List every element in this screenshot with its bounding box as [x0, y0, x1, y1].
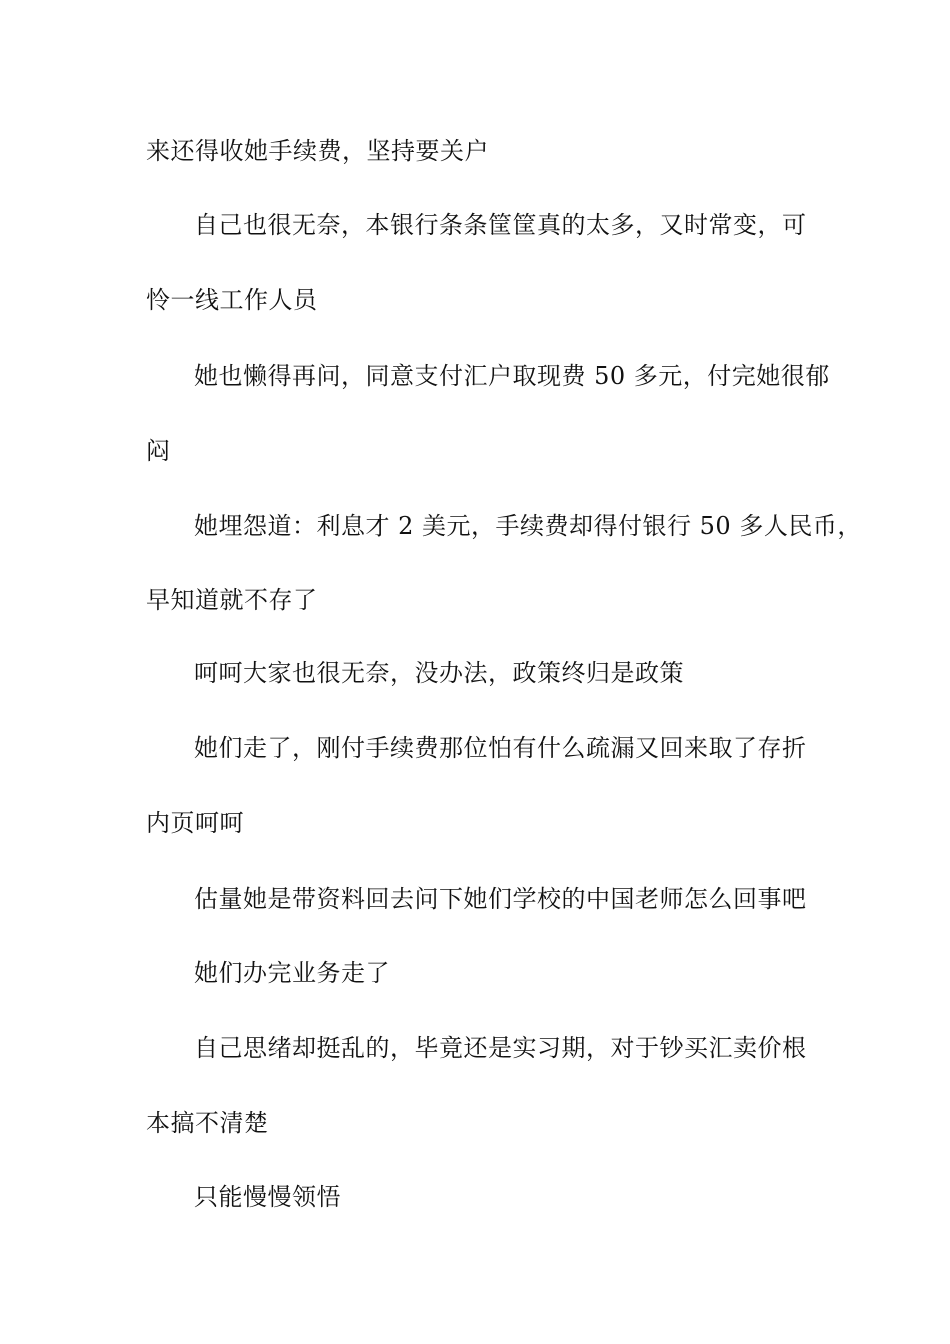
paragraph-line: 自己也很无奈，本银行条条筐筐真的太多，又时常变，可	[194, 211, 807, 239]
text-line: 怜一线工作人员	[146, 286, 318, 314]
paragraph-line: 她们走了，刚付手续费那位怕有什么疏漏又回来取了存折	[194, 734, 807, 762]
paragraph-line: 估量她是带资料回去问下她们学校的中国老师怎么回事吧	[194, 885, 807, 913]
paragraph-line: 她埋怨道：利息才 2 美元，手续费却得付银行 50 多人民币，	[194, 512, 862, 540]
paragraph-line: 自己思绪却挺乱的，毕竟还是实习期，对于钞买汇卖价根	[194, 1034, 807, 1062]
text-line: 来还得收她手续费，坚持要关户	[146, 137, 489, 165]
text-line: 本搞不清楚	[146, 1109, 269, 1137]
paragraph-line: 她们办完业务走了	[194, 959, 390, 987]
text-line: 闷	[146, 437, 171, 465]
paragraph-line: 她也懒得再问，同意支付汇户取现费 50 多元，付完她很郁	[194, 362, 830, 390]
paragraph-line: 呵呵大家也很无奈，没办法，政策终归是政策	[194, 659, 684, 687]
paragraph-line: 只能慢慢领悟	[194, 1183, 341, 1211]
text-line: 内页呵呵	[146, 809, 244, 837]
text-line: 早知道就不存了	[146, 586, 318, 614]
